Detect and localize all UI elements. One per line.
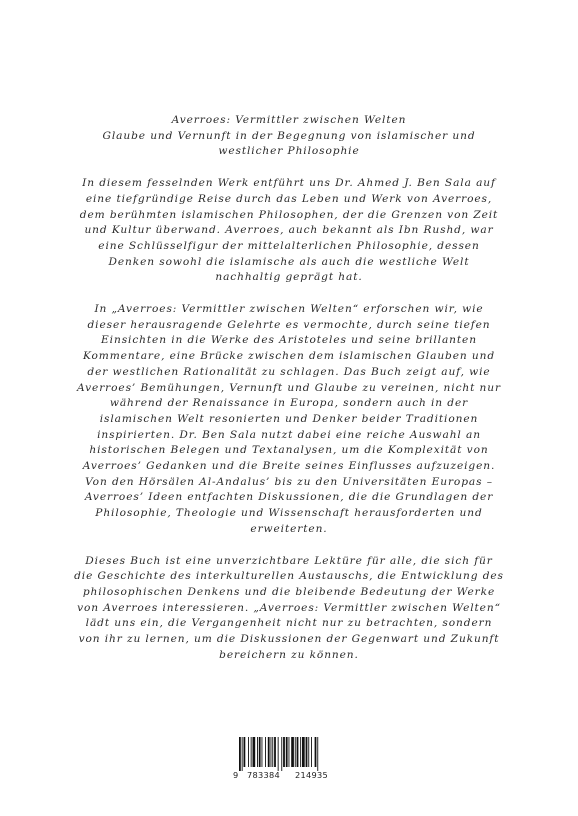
barcode-bar xyxy=(286,737,288,767)
barcode-bar xyxy=(244,737,246,767)
barcode-bar xyxy=(268,737,270,767)
barcode-bar xyxy=(302,737,305,767)
back-cover-text xyxy=(74,113,504,664)
barcode-bar xyxy=(306,737,308,767)
barcode-bar xyxy=(257,737,258,767)
barcode-bar xyxy=(281,737,282,771)
barcode-bar xyxy=(295,737,296,767)
barcode-bar xyxy=(300,737,301,767)
barcode-digits-left: 783384 xyxy=(247,770,281,780)
blurb-paragraph-3: Dieses Buch ist eine unverzichtbare Lektüre für alle, die sich für die Geschichte des interkulturellen Austauschs, die Entwicklung des philosophischen Denkens und die bleibende Bedeutung der Werke von Averroes interessieren. „Averroes: Vermittler zwischen Welten“ lädt uns ein, die Vergangenheit nicht nur zu betrachten, sondern von ihr zu lernen, um die Diskussionen der Gegenwart und Zukunft bereichern zu können. xyxy=(74,554,504,661)
barcode-bar xyxy=(308,737,309,767)
barcode-bar xyxy=(278,737,279,771)
blurb-paragraph-2: In „Averroes: Vermittler zwischen Welten“ erforschen wir, wie dieser herausragende Gelehrte es vermochte, durch seine tiefen Einsichten in die Werke des Aristoteles und seine brillanten Kommentare, eine Brücke zwischen dem islamischen Glauben und der westlichen Rationalität zu schlagen. Das Buch zeigt auf, wie Averroes’ Bemühungen, Vernunft und Glaube zu vereinen, nicht nur während der Renaissance in Europa, sondern auch in der islamischen Welt resonierten und Denker beider Traditionen inspirierten. Dr. Ben Sala nutzt dabei eine reiche Auswahl an historischen Belegen und Textanalysen, um die Komplexität von Averroes’ Gedanken und die Breite seines Einflusses aufzuzeigen. Von den Hörsälen Al-Andalus’ bis zu den Universitäten Europas – Averroes’ Ideen entfachten Diskussionen, die die Grundlagen der Philosophie, Theologie und Wissenschaft herausforderten und erweiterten. xyxy=(77,303,501,535)
barcode-bar xyxy=(274,737,276,767)
barcode-digits-right: 214935 xyxy=(295,770,329,780)
isbn-barcode xyxy=(239,737,343,771)
barcode-bar xyxy=(317,737,318,771)
book-title: Averroes: Vermittler zwischen Welten xyxy=(171,114,407,126)
barcode-bar xyxy=(242,737,243,771)
barcode-bar xyxy=(289,737,290,767)
barcode-digit-first: 9 xyxy=(233,770,239,780)
barcode-bar xyxy=(283,737,285,767)
barcode-bar xyxy=(271,737,272,767)
barcode-bar xyxy=(262,737,263,767)
barcode-bars xyxy=(239,737,343,771)
barcode-bar xyxy=(253,737,256,767)
barcode-bar xyxy=(239,737,241,771)
blurb-paragraph-1: In diesem fesselnden Werk entführt uns Dr. Ahmed J. Ben Sala auf eine tiefgründige Reise durch das Leben und Werk von Averroes, dem berühmten islamischen Philosophen, der die Grenzen von Zeit und Kultur überwand. Averroes, auch bekannt als Ibn Rushd, war eine Schlüsselfigur der mittelalterlichen Philosophie, dessen Denken sowohl die islamische als auch die westliche Welt nachhaltig geprägt hat. xyxy=(79,177,499,284)
barcode-bar xyxy=(259,737,261,767)
barcode-bar xyxy=(315,737,317,767)
book-subtitle: Glaube und Vernunft in der Begegnung von islamischer und westlicher Philosophie xyxy=(102,129,476,158)
barcode-bar xyxy=(297,737,299,767)
barcode-bar xyxy=(248,737,249,767)
barcode-bar xyxy=(265,737,266,767)
barcode-bar xyxy=(272,737,273,767)
barcode-bar xyxy=(311,737,312,767)
barcode-bar xyxy=(291,737,294,767)
barcode-bar xyxy=(251,737,252,767)
